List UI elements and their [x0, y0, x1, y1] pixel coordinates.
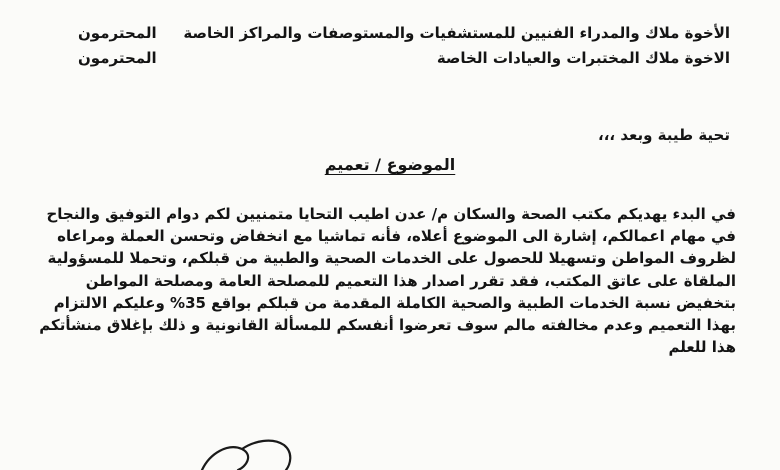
addressee-line-1: [0, 24, 780, 46]
handwritten-signature: [180, 425, 320, 470]
addressee-title-1: المحترمون: [78, 24, 157, 42]
addressee-line-2: [0, 49, 780, 71]
body-line: هذا للعلم: [668, 338, 736, 357]
addressee-text-2: الاخوة ملاك المختبرات والعيادات الخاصة: [436, 49, 730, 67]
body-line: بتخفيض نسبة الخدمات الطبية والصحية الكاملة المقدمة من قبلكم بواقع 35% وعليكم الالتزام: [53, 293, 736, 312]
addressee-title-2: المحترمون: [78, 49, 157, 67]
subject-heading: [0, 155, 780, 174]
body-line: بهذا التعميم وعدم مخالفته مالم سوف تعرضوا أنفسكم للمسألة القانونية و ذلك بإغلاق منشأتكم: [39, 316, 736, 335]
body-line: في البدء يهديكم مكتب الصحة والسكان م/ عدن اطيب التحايا متمنيين لكم دوام التوفيق والنجاح: [46, 205, 736, 223]
greeting: تحية طيبة وبعد ،،،: [598, 126, 730, 144]
addressee-text-1: الأخوة ملاك والمدراء الفنيين للمستشفيات والمستوصفات والمراكز الخاصة: [183, 24, 730, 42]
body-line: في مهام اعمالكم، إشارة الى الموضوع أعلاه، فأنه تماشيا مع انخفاض وتحسن العملة ومراعاه: [57, 227, 736, 246]
body-line: لظروف المواطن وتسهيلا للحصول على الخدمات الصحية والطبية من قبلكم، وتحملا للمسؤولية: [47, 249, 736, 268]
subject-text: الموضوع / تعميم: [324, 155, 456, 174]
body-line: الملقاة على عاتق المكتب، فقد تقرر اصدار هذا التعميم للمصلحة العامة ومصلحة المواطن: [85, 271, 736, 290]
letter-body: [36, 203, 736, 358]
